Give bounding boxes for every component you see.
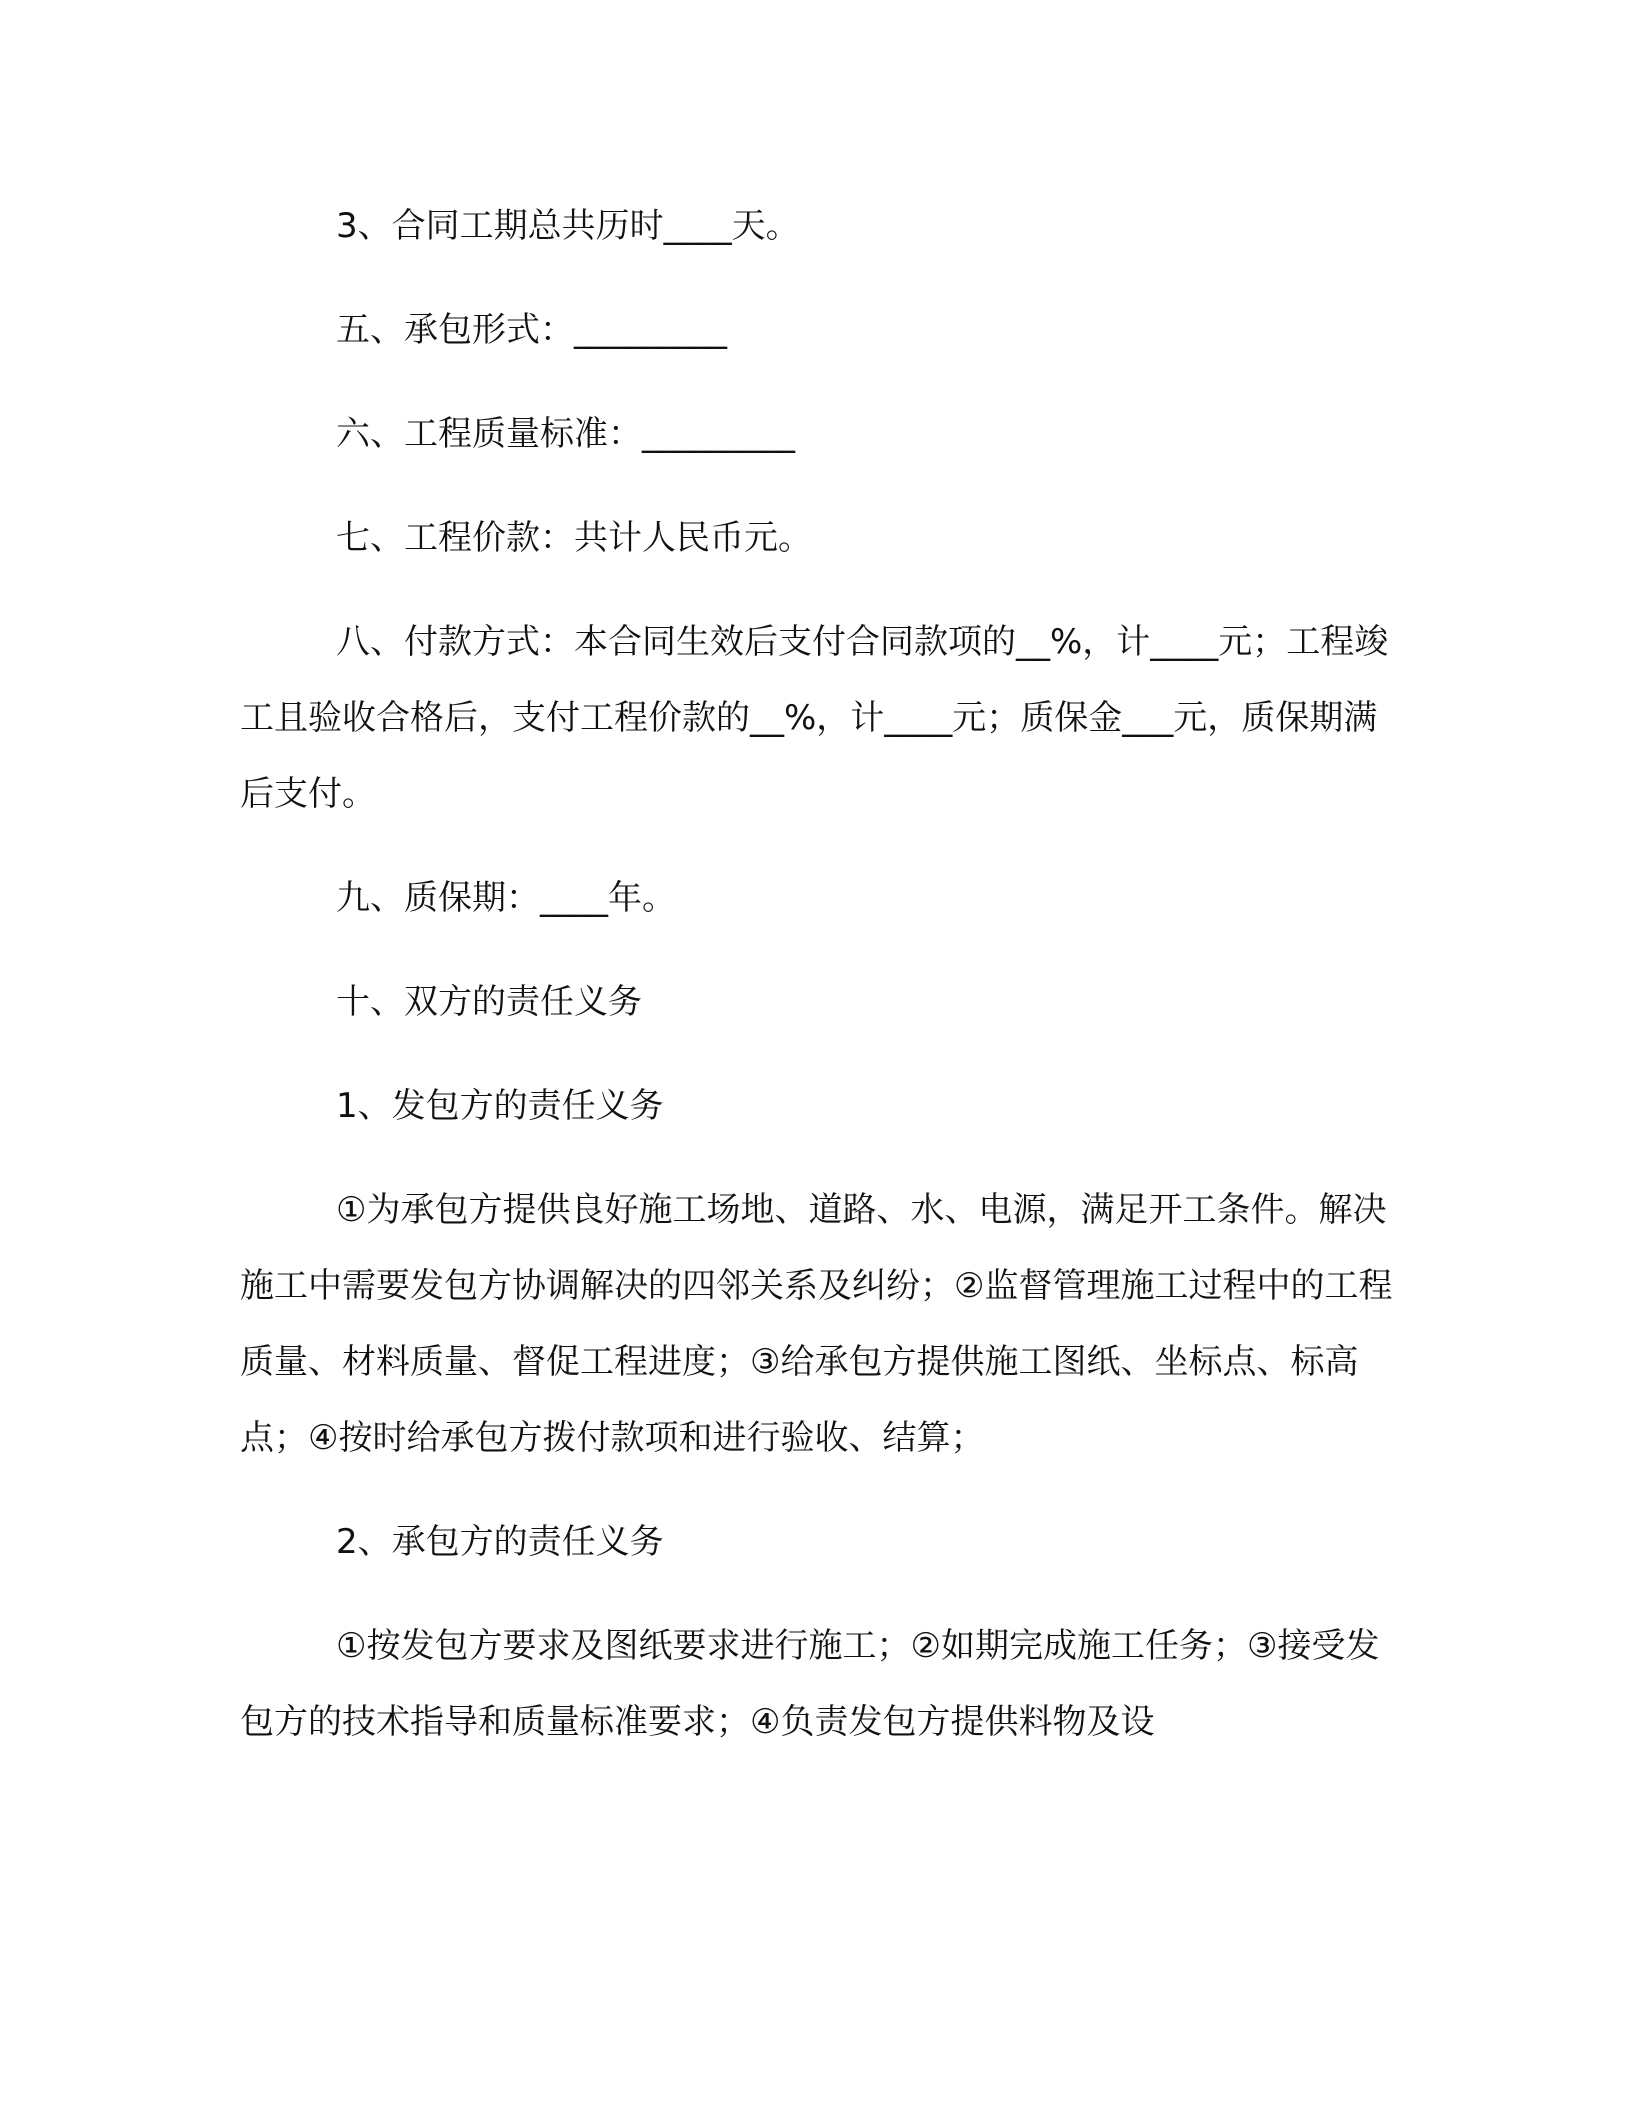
- clause-10-1-body: ①为承包方提供良好施工场地、道路、水、电源，满足开工条件。解决施工中需要发包方协调解决的四邻关系及纠纷；②监督管理施工过程中的工程质量、材料质量、督促工程进度；③给承包方提供施工图纸、坐标点、标高点；④按时给承包方拨付款项和进行验收、结算；: [240, 1190, 1393, 1458]
- clause-10-1-heading: 1、发包方的责任义务: [336, 1086, 664, 1126]
- clause-10-2-heading: 2、承包方的责任义务: [336, 1522, 664, 1562]
- clause-5-contract-form: 五、承包形式：_________: [336, 310, 727, 350]
- clause-9-warranty: 九、质保期：____年。: [336, 878, 676, 918]
- clause-3-duration: 3、合同工期总共历时____天。: [336, 206, 800, 246]
- clause-10-heading: 十、双方的责任义务: [336, 982, 642, 1022]
- clause-8-payment: 八、付款方式：本合同生效后支付合同款项的__%，计____元；工程竣工且验收合格后，支付工程价款的__%，计____元；质保金___元，质保期满后支付。: [240, 622, 1389, 814]
- clause-10-2-body: ①按发包方要求及图纸要求进行施工；②如期完成施工任务；③接受发包方的技术指导和质量标准要求；④负责发包方提供料物及设: [240, 1626, 1380, 1742]
- clause-6-quality-standard: 六、工程质量标准：_________: [336, 414, 795, 454]
- clause-7-price: 七、工程价款：共计人民币元。: [336, 518, 812, 558]
- document-body: [240, 188, 1400, 1788]
